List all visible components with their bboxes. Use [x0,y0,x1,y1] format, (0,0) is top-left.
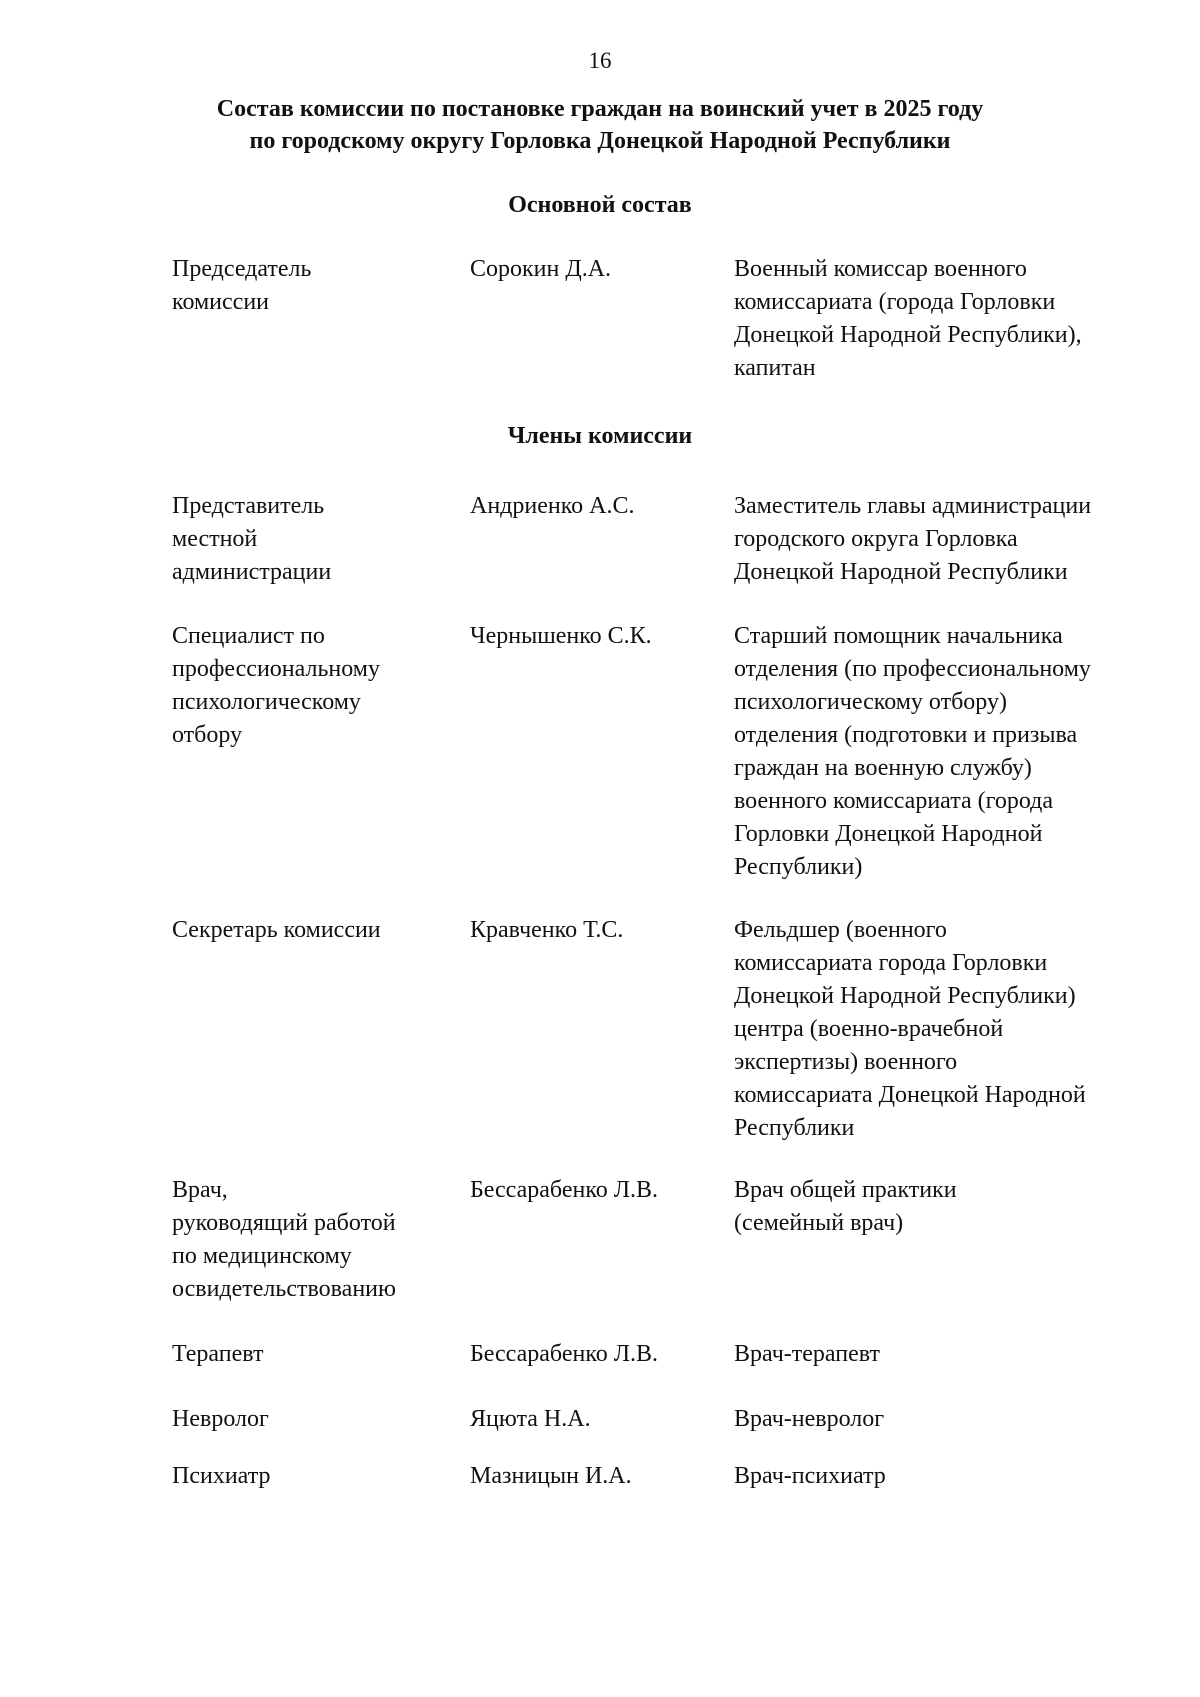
member-role: Невролог [172,1406,269,1432]
member-role: Специалист по профессиональному психологическому отбору [172,623,380,748]
member-position: Заместитель главы администрации городского округа Горловка Донецкой Народной Республики [734,493,1092,585]
member-position: Врач-невролог [734,1406,885,1432]
member-position: Фельдшер (военного комиссариата города Горловки Донецкой Народной Республики) центра (военно-врачебной экспертизы) военного комиссариата Донецкой Народной Республики [734,917,1086,1141]
member-position: Старший помощник начальника отделения (по профессиональному психологическому отбору) отделения (подготовки и призыва граждан на военную службу) военного комиссариата (города Горловки Донецкой Народной Республики) [734,623,1091,880]
member-position: Военный комиссар военного комиссариата (города Горловки Донецкой Народной Республики), капитан [734,256,1082,381]
members-heading: Члены комиссии [507,423,693,449]
member-role: Секретарь комиссии [172,917,381,943]
title-line-2: по городскому округу Горловка Донецкой Народной Республики [249,128,951,154]
member-position: Врач-терапевт [734,1341,880,1367]
member-name: Яцюта Н.А. [470,1406,591,1432]
document-title [150,93,1050,157]
member-role: Психиатр [172,1463,271,1489]
member-name: Андриенко А.С. [470,493,635,519]
title-line-1: Состав комиссии по постановке граждан на воинский учет в 2025 году [216,96,984,122]
main-composition-heading: Основной состав [508,192,692,218]
member-position: Врач-психиатр [734,1463,886,1489]
member-name: Кравченко Т.С. [470,917,624,943]
member-role: Представитель местной администрации [172,493,332,585]
member-name: Сорокин Д.А. [470,256,612,282]
member-role: Председатель комиссии [172,256,312,315]
member-name: Чернышенко С.К. [470,623,652,649]
member-role: Терапевт [172,1341,264,1367]
member-name: Бессарабенко Л.В. [470,1341,659,1367]
member-role: Врач, руководящий работой по медицинскому освидетельствованию [172,1177,396,1302]
member-name: Мазницын И.А. [470,1463,632,1489]
page-number: 16 [588,48,612,73]
member-position: Врач общей практики (семейный врач) [734,1177,957,1236]
member-name: Бессарабенко Л.В. [470,1177,659,1203]
